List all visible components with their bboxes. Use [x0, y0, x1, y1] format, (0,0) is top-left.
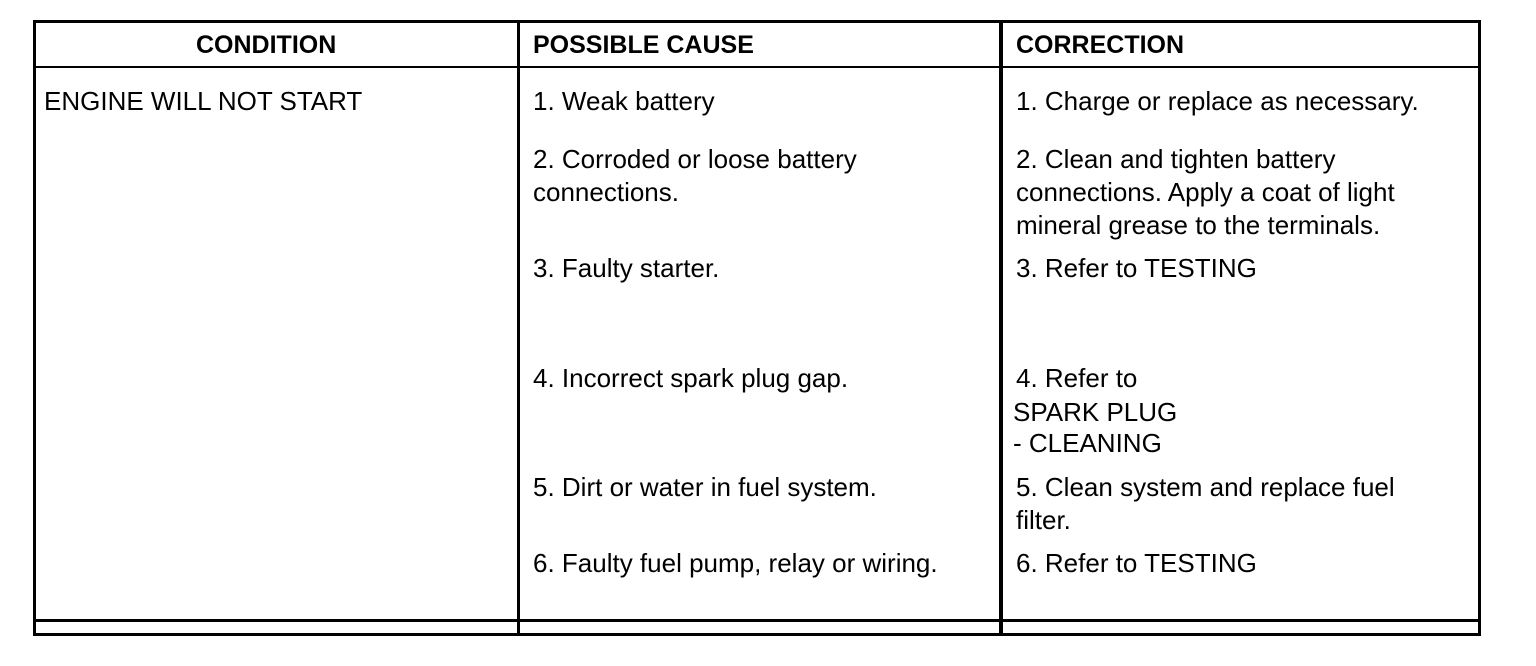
cause-5: 5. Dirt or water in fuel system.: [533, 472, 877, 502]
header-correction: CORRECTION: [1016, 31, 1185, 59]
correction-4-line-1: 4. Refer to: [1016, 363, 1138, 393]
correction-5-line-1: 5. Clean system and replace fuel: [1016, 472, 1395, 502]
column-divider-2: [999, 23, 1003, 633]
cause-2-line-1: 2. Corroded or loose battery: [533, 144, 857, 174]
header-possible-cause: POSSIBLE CAUSE: [533, 31, 754, 59]
correction-5-line-2: filter.: [1016, 505, 1071, 535]
troubleshooting-table: [33, 20, 1481, 636]
correction-2-line-3: mineral grease to the terminals.: [1016, 210, 1381, 240]
column-divider-1: [517, 23, 520, 633]
correction-4-line-3: - CLEANING: [1013, 428, 1162, 458]
header-divider: [36, 66, 1478, 68]
cause-4: 4. Incorrect spark plug gap.: [533, 363, 849, 393]
footer-divider: [36, 619, 1478, 622]
header-condition: CONDITION: [196, 31, 337, 59]
cause-1: 1. Weak battery: [533, 86, 715, 116]
correction-3: 3. Refer to TESTING: [1016, 253, 1257, 283]
correction-6: 6. Refer to TESTING: [1016, 548, 1257, 578]
correction-1: 1. Charge or replace as necessary.: [1016, 86, 1419, 116]
cause-6: 6. Faulty fuel pump, relay or wiring.: [533, 548, 938, 578]
cause-3: 3. Faulty starter.: [533, 253, 720, 283]
correction-2-line-1: 2. Clean and tighten battery: [1016, 144, 1336, 174]
cause-2-line-2: connections.: [533, 177, 679, 207]
correction-2-line-2: connections. Apply a coat of light: [1016, 177, 1395, 207]
condition-cell: ENGINE WILL NOT START: [44, 86, 363, 116]
correction-4-line-2: SPARK PLUG: [1013, 397, 1178, 427]
